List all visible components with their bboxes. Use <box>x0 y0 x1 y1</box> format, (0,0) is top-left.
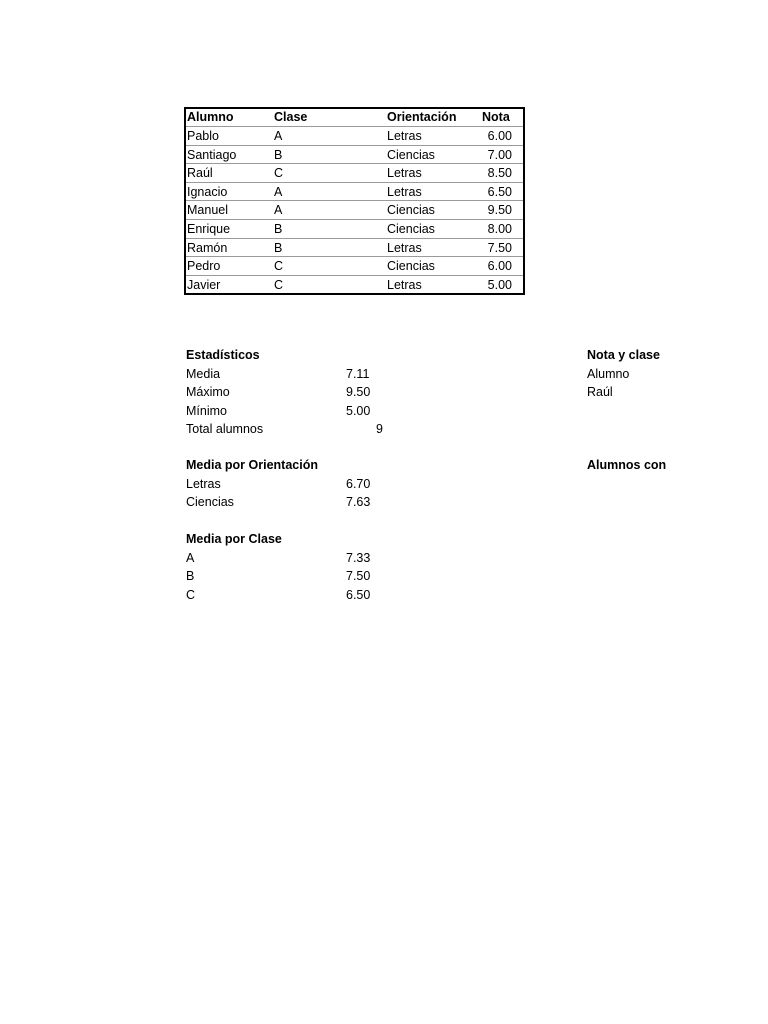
table-row <box>186 256 523 275</box>
class-row-a <box>186 549 426 568</box>
stats-row-minimo <box>186 402 426 421</box>
cell-clase[interactable]: B <box>274 240 283 255</box>
cell-orientacion[interactable]: Letras <box>387 184 422 199</box>
stats-row-media <box>186 365 426 384</box>
table-row <box>186 219 523 238</box>
header-clase[interactable]: Clase <box>274 110 308 124</box>
cell-nota[interactable]: 9.50 <box>487 203 512 218</box>
header-nota[interactable]: Nota <box>482 110 510 124</box>
table-header-row <box>186 109 523 126</box>
cell-orientacion[interactable]: Ciencias <box>387 259 435 274</box>
orientation-value[interactable]: 7.63 <box>346 495 371 509</box>
orientation-row-letras <box>186 475 426 494</box>
class-value[interactable]: 7.50 <box>346 569 371 583</box>
cell-clase[interactable]: B <box>274 147 283 162</box>
orientation-label[interactable]: Ciencias <box>186 495 234 509</box>
cell-clase[interactable]: A <box>274 203 283 218</box>
cell-orientacion[interactable]: Letras <box>387 277 422 292</box>
stats-row-total <box>186 420 426 439</box>
cell-nota[interactable]: 8.50 <box>487 166 512 181</box>
nota-clase-title[interactable]: Nota y clase <box>587 348 660 362</box>
stats-label[interactable]: Mínimo <box>186 403 227 418</box>
nota-alumno-label[interactable]: Alumno <box>587 366 630 381</box>
stats-block <box>186 346 426 439</box>
cell-clase[interactable]: A <box>274 184 283 199</box>
table-row <box>186 238 523 257</box>
class-label[interactable]: A <box>186 550 195 565</box>
cell-nota[interactable]: 7.50 <box>487 240 512 255</box>
orientation-label[interactable]: Letras <box>186 476 221 491</box>
cell-orientacion[interactable]: Ciencias <box>387 147 435 162</box>
cell-nota[interactable]: 6.50 <box>487 184 512 199</box>
nota-clase-block <box>587 346 660 402</box>
orientation-row-ciencias <box>186 493 426 512</box>
stats-title <box>186 346 426 365</box>
cell-nota[interactable]: 7.00 <box>487 147 512 162</box>
cell-clase[interactable]: C <box>274 277 284 292</box>
cell-nota[interactable]: 6.00 <box>487 129 512 143</box>
cell-alumno[interactable]: Ignacio <box>187 184 228 199</box>
cell-nota[interactable]: 5.00 <box>487 277 512 292</box>
cell-clase[interactable]: A <box>274 129 283 143</box>
nota-alumno-value[interactable]: Raúl <box>587 385 613 399</box>
stats-row-maximo <box>186 383 426 402</box>
stats-title-text[interactable]: Estadísticos <box>186 348 260 362</box>
stats-value[interactable]: 9 <box>376 422 383 436</box>
cell-nota[interactable]: 8.00 <box>487 221 512 236</box>
class-title-text[interactable]: Media por Clase <box>186 532 282 546</box>
cell-orientacion[interactable]: Ciencias <box>387 221 435 236</box>
cell-clase[interactable]: C <box>274 259 284 274</box>
grades-table <box>184 107 525 295</box>
table-row <box>186 275 523 294</box>
class-label[interactable]: B <box>186 569 195 583</box>
stats-value[interactable]: 7.11 <box>346 366 370 381</box>
header-alumno[interactable]: Alumno <box>187 110 234 124</box>
table-row <box>186 126 523 145</box>
orientation-title <box>186 456 426 475</box>
class-value[interactable]: 6.50 <box>346 587 371 602</box>
cell-clase[interactable]: B <box>274 221 283 236</box>
cell-orientacion[interactable]: Letras <box>387 129 422 143</box>
cell-orientacion[interactable]: Letras <box>387 166 422 181</box>
class-label[interactable]: C <box>186 587 196 602</box>
cell-orientacion[interactable]: Ciencias <box>387 203 435 218</box>
cell-alumno[interactable]: Manuel <box>187 203 228 218</box>
table-row <box>186 145 523 164</box>
table-row <box>186 163 523 182</box>
header-orientacion[interactable]: Orientación <box>387 110 457 124</box>
orientation-block <box>186 456 426 512</box>
class-value[interactable]: 7.33 <box>346 550 371 565</box>
orientation-value[interactable]: 6.70 <box>346 476 371 491</box>
alumnos-block <box>587 456 667 475</box>
cell-nota[interactable]: 6.00 <box>487 259 512 274</box>
table-row <box>186 200 523 219</box>
cell-alumno[interactable]: Santiago <box>187 147 237 162</box>
cell-clase[interactable]: C <box>274 166 284 181</box>
cell-alumno[interactable]: Pablo <box>187 129 219 143</box>
stats-label[interactable]: Máximo <box>186 385 230 399</box>
class-row-c <box>186 586 426 605</box>
class-title <box>186 530 426 549</box>
stats-label[interactable]: Media <box>186 366 221 381</box>
cell-alumno[interactable]: Javier <box>187 277 221 292</box>
stats-value[interactable]: 9.50 <box>346 385 371 399</box>
stats-value[interactable]: 5.00 <box>346 403 371 418</box>
orientation-title-text[interactable]: Media por Orientación <box>186 458 318 472</box>
cell-alumno[interactable]: Raúl <box>187 166 213 181</box>
cell-orientacion[interactable]: Letras <box>387 240 422 255</box>
class-block <box>186 530 426 604</box>
cell-alumno[interactable]: Pedro <box>187 259 221 274</box>
stats-label[interactable]: Total alumnos <box>186 422 264 436</box>
alumnos-title[interactable]: Alumnos con <box>587 458 667 472</box>
cell-alumno[interactable]: Enrique <box>187 221 231 236</box>
class-row-b <box>186 567 426 586</box>
table-body <box>186 126 523 293</box>
cell-alumno[interactable]: Ramón <box>187 240 228 255</box>
table-row <box>186 182 523 201</box>
